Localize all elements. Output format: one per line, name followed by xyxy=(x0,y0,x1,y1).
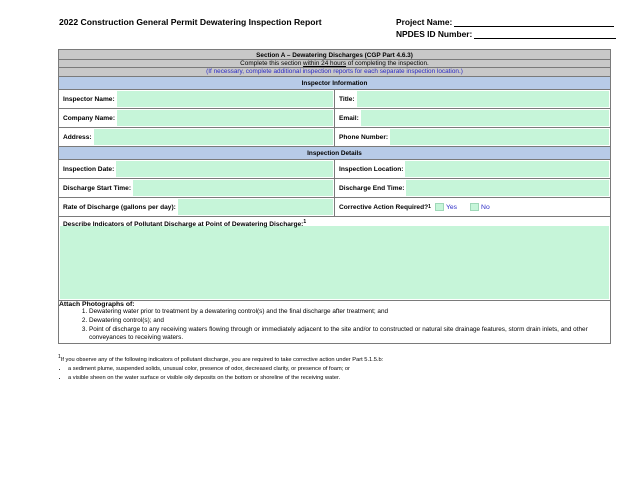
section-a-instruction xyxy=(59,60,611,68)
inspection-location-label: Inspection Location: xyxy=(339,165,404,173)
instruction-emphasis: within 24 hours xyxy=(303,60,347,67)
instruction-post: of completing the inspection. xyxy=(346,60,429,67)
inspection-location-field[interactable] xyxy=(405,161,609,177)
email-cell xyxy=(335,109,611,128)
address-field[interactable] xyxy=(94,129,333,145)
phone-field[interactable] xyxy=(390,129,609,145)
photo-item-3: 3. Point of discharge to any receiving waters flowing through or immediately adjacent to the site and/or to constructed or natural site drainage features, storm drain inlets, and other conveyances to receiving waters. xyxy=(89,326,610,344)
footnote-marker: 1 xyxy=(58,354,61,360)
email-field[interactable] xyxy=(361,110,609,126)
discharge-end-field[interactable] xyxy=(406,180,609,196)
yes-option[interactable] xyxy=(435,203,457,211)
title-field[interactable] xyxy=(357,91,609,107)
discharge-start-label: Discharge Start Time: xyxy=(63,184,132,192)
project-name-label: Project Name: xyxy=(396,17,453,27)
discharge-end-cell xyxy=(335,179,611,198)
photo-item-1: 1. Dewatering water prior to treatment by a dewatering control(s) and the final discharge after treatment; and xyxy=(89,308,610,317)
no-option[interactable] xyxy=(470,203,490,211)
inspector-name-label: Inspector Name: xyxy=(63,95,115,103)
footnote xyxy=(58,353,618,383)
report-title: 2022 Construction General Permit Dewatering Inspection Report xyxy=(59,17,322,27)
rate-field[interactable] xyxy=(178,199,333,215)
section-a-note: (If necessary, complete additional inspection reports for each separate inspection location.) xyxy=(59,68,611,77)
inspection-date-field[interactable] xyxy=(116,161,333,177)
project-name-row xyxy=(396,17,614,27)
rate-cell xyxy=(59,198,335,217)
email-label: Email: xyxy=(339,114,359,122)
no-label: No xyxy=(481,203,490,211)
npdes-id-row xyxy=(396,29,616,39)
footnote-intro xyxy=(58,353,618,365)
inspection-location-cell xyxy=(335,160,611,179)
footnote-bullets xyxy=(58,365,618,383)
corrective-action-label xyxy=(335,198,433,216)
attach-photographs-label: Attach Photographs of: xyxy=(59,301,135,308)
section-a-title: Section A – Dewatering Discharges (CGP Part 4.6.3) xyxy=(59,50,611,60)
corrective-action-options xyxy=(433,198,490,216)
title-cell xyxy=(335,90,611,109)
no-checkbox[interactable] xyxy=(470,203,479,211)
yes-label: Yes xyxy=(445,203,458,211)
inspection-date-label: Inspection Date: xyxy=(63,165,115,173)
discharge-start-cell xyxy=(59,179,335,198)
instruction-pre: Complete this section xyxy=(240,60,304,67)
corrective-action-text: Corrective Action Required? xyxy=(339,203,429,211)
corrective-action-cell xyxy=(335,198,611,217)
describe-indicators-label xyxy=(59,217,610,229)
describe-indicators-cell xyxy=(59,217,611,301)
photo-item-2: 2. Dewatering control(s); and xyxy=(89,317,610,326)
inspector-name-field[interactable] xyxy=(117,91,333,107)
rate-label: Rate of Discharge (gallons per day): xyxy=(63,203,176,211)
company-name-field[interactable] xyxy=(117,110,333,126)
attach-photographs-cell xyxy=(59,301,611,344)
npdes-id-label: NPDES ID Number: xyxy=(396,29,473,39)
inspector-info-heading: Inspector Information xyxy=(59,77,611,90)
footnote-bullet-2: • a visible sheen on the water surface or visible oily deposits on the bottom or shoreline of the receiving water. xyxy=(68,374,618,383)
inspection-date-cell xyxy=(59,160,335,179)
discharge-start-field[interactable] xyxy=(133,180,333,196)
corrective-footnote-marker: 1 xyxy=(428,204,431,210)
title-label: Title: xyxy=(339,95,355,103)
footnote-text: If you observe any of the following indicators of pollutant discharge, you are required to take corrective action under Part 5.1.5.b: xyxy=(60,356,384,363)
describe-indicators-field[interactable] xyxy=(60,226,609,299)
discharge-end-label: Discharge End Time: xyxy=(339,184,405,192)
describe-footnote-marker: 1 xyxy=(303,219,307,225)
inspection-details-heading: Inspection Details xyxy=(59,147,611,160)
footnote-bullet-1: • a sediment plume, suspended solids, unusual color, presence of odor, decreased clarity, or presence of foam; or xyxy=(68,365,618,374)
describe-indicators-text: Describe Indicators of Pollutant Discharge at Point of Dewatering Discharge: xyxy=(63,221,304,229)
dewatering-form-table xyxy=(58,49,611,344)
company-name-cell xyxy=(59,109,335,128)
photographs-list xyxy=(59,308,610,343)
npdes-id-field[interactable] xyxy=(474,29,616,39)
inspector-name-cell xyxy=(59,90,335,109)
yes-checkbox[interactable] xyxy=(435,203,444,211)
phone-label: Phone Number: xyxy=(339,133,389,141)
address-label: Address: xyxy=(63,133,92,141)
address-cell xyxy=(59,128,335,147)
project-name-field[interactable] xyxy=(454,17,614,27)
phone-cell xyxy=(335,128,611,147)
company-name-label: Company Name: xyxy=(63,114,116,122)
